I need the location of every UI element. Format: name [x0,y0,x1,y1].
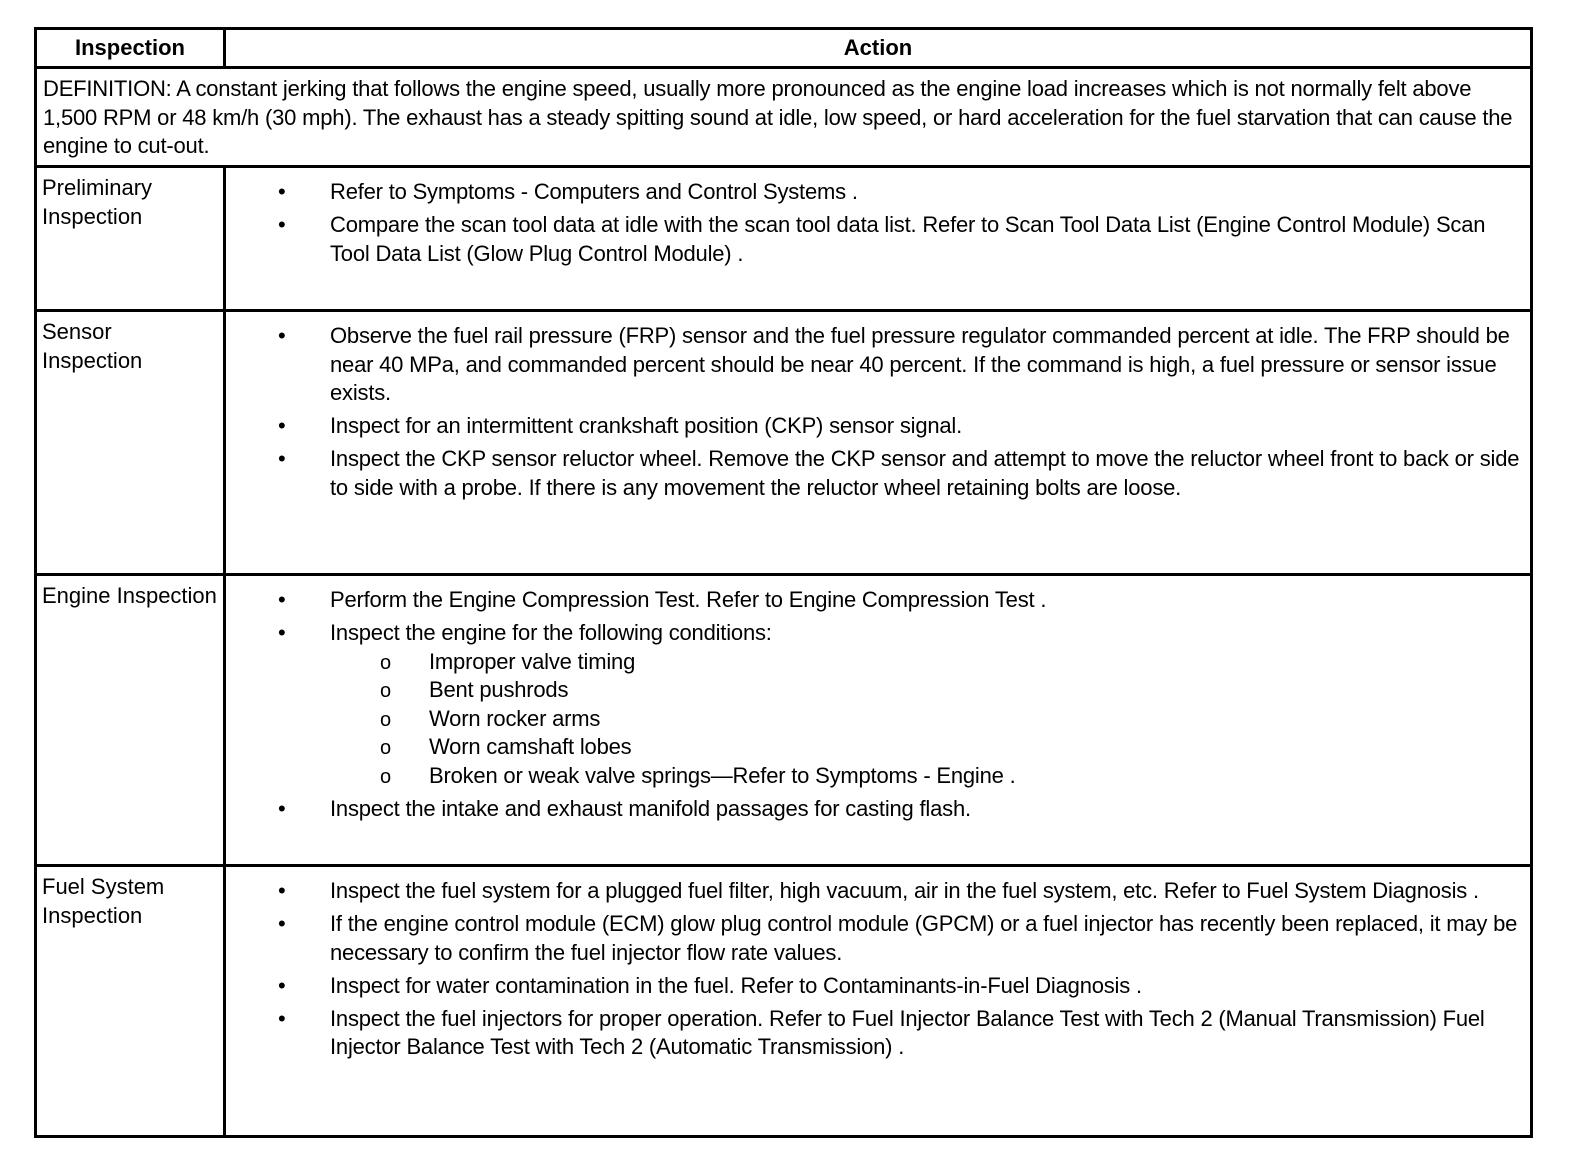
action-text: Compare the scan tool data at idle with the scan tool data list. Refer to Scan Tool Data List (Engine Control Module) Scan Tool Data List (Glow Plug Control Module) . [330,212,1486,266]
bullet-icon: • [278,795,286,821]
bullet-icon: • [278,620,286,645]
sub-item [330,762,1526,791]
sub-item-text: Worn rocker arms [429,705,601,731]
bullet-icon: • [278,587,286,612]
action-item [226,445,1526,502]
action-text: Inspect the engine for the following conditions: [330,620,772,645]
bullet-icon: • [278,972,286,998]
sub-item-text: Improper valve timing [429,648,636,674]
action-item [226,211,1526,268]
circle-bullet-icon: o [380,680,391,702]
action-item [226,322,1526,408]
bullet-icon: • [278,212,286,237]
sub-item-text: Bent pushrods [429,677,569,702]
sub-item-text: Worn camshaft lobes [429,734,632,759]
action-item [226,910,1526,967]
table-row [36,311,1532,575]
action-text: Inspect the CKP sensor reluctor wheel. Remove the CKP sensor and attempt to move the reluctor wheel front to back or side to side with a probe. If there is any movement the reluctor wheel retaining bolts are loose. [330,446,1520,500]
action-item [226,1005,1526,1062]
action-text: Refer to Symptoms - Computers and Control Systems . [330,179,858,204]
action-cell [225,866,1532,1137]
action-text: Inspect the intake and exhaust manifold passages for casting flash. [330,795,971,821]
circle-bullet-icon: o [380,737,391,759]
action-text: Inspect for water contamination in the fuel. Refer to Contaminants-in-Fuel Diagnosis . [330,972,1142,998]
inspection-label: Sensor Inspection [36,311,225,575]
action-cell [225,167,1532,311]
table-row [36,866,1532,1137]
inspection-label: Engine Inspection [36,575,225,866]
bullet-icon: • [278,179,286,204]
action-item [226,795,1526,824]
action-text: Inspect the fuel system for a plugged fuel filter, high vacuum, air in the fuel system, etc. Refer to Fuel System Diagnosis . [330,878,1479,903]
header-action: Action [225,29,1532,68]
action-item [226,972,1526,1001]
definition-row [36,68,1532,167]
circle-bullet-icon: o [380,651,391,674]
sub-item [330,676,1526,705]
action-item [226,619,1526,790]
action-cell [225,311,1532,575]
bullet-icon: • [278,413,286,438]
definition-text: DEFINITION: A constant jerking that follows the engine speed, usually more pronounced as the engine load increases which is not normally felt above 1,500 RPM or 48 km/h (30 mph). The exhaust has a steady spitting sound at idle, low speed, or hard acceleration for the fuel starvation that can cause the engine to cut-out. [36,68,1532,167]
action-text: Inspect the fuel injectors for proper operation. Refer to Fuel Injector Balance Test with Tech 2 (Manual Transmission) Fuel Injector Balance Test with Tech 2 (Automatic Transmission) . [330,1005,1485,1059]
circle-bullet-icon: o [380,765,391,788]
action-text: Perform the Engine Compression Test. Refer to Engine Compression Test . [330,587,1047,612]
action-item [226,586,1526,615]
sub-item [330,733,1526,762]
action-item [226,178,1526,207]
sub-item [330,648,1526,677]
table-row [36,167,1532,311]
action-text: Observe the fuel rail pressure (FRP) sensor and the fuel pressure regulator commanded percent at idle. The FRP should be near 40 MPa, and commanded percent should be near 40 percent. If the command is high, a fuel pressure or sensor issue exists. [330,323,1510,405]
action-text: If the engine control module (ECM) glow plug control module (GPCM) or a fuel injector has recently been replaced, it may be necessary to confirm the fuel injector flow rate values. [330,911,1518,965]
sub-item [330,705,1526,734]
header-inspection: Inspection [36,29,225,68]
circle-bullet-icon: o [380,708,391,731]
action-item [226,877,1526,906]
inspection-label: Preliminary Inspection [36,167,225,311]
table-row [36,575,1532,866]
action-text: Inspect for an intermittent crankshaft position (CKP) sensor signal. [330,413,963,438]
bullet-icon: • [278,911,286,936]
inspection-label: Fuel System Inspection [36,866,225,1137]
diagnostic-table [34,27,1533,1138]
action-item [226,412,1526,441]
header-row [36,29,1532,68]
bullet-icon: • [278,1005,286,1031]
bullet-icon: • [278,878,286,903]
sub-item-text: Broken or weak valve springs—Refer to Symptoms - Engine . [429,762,1016,788]
action-cell [225,575,1532,866]
bullet-icon: • [278,323,286,348]
bullet-icon: • [278,446,286,471]
